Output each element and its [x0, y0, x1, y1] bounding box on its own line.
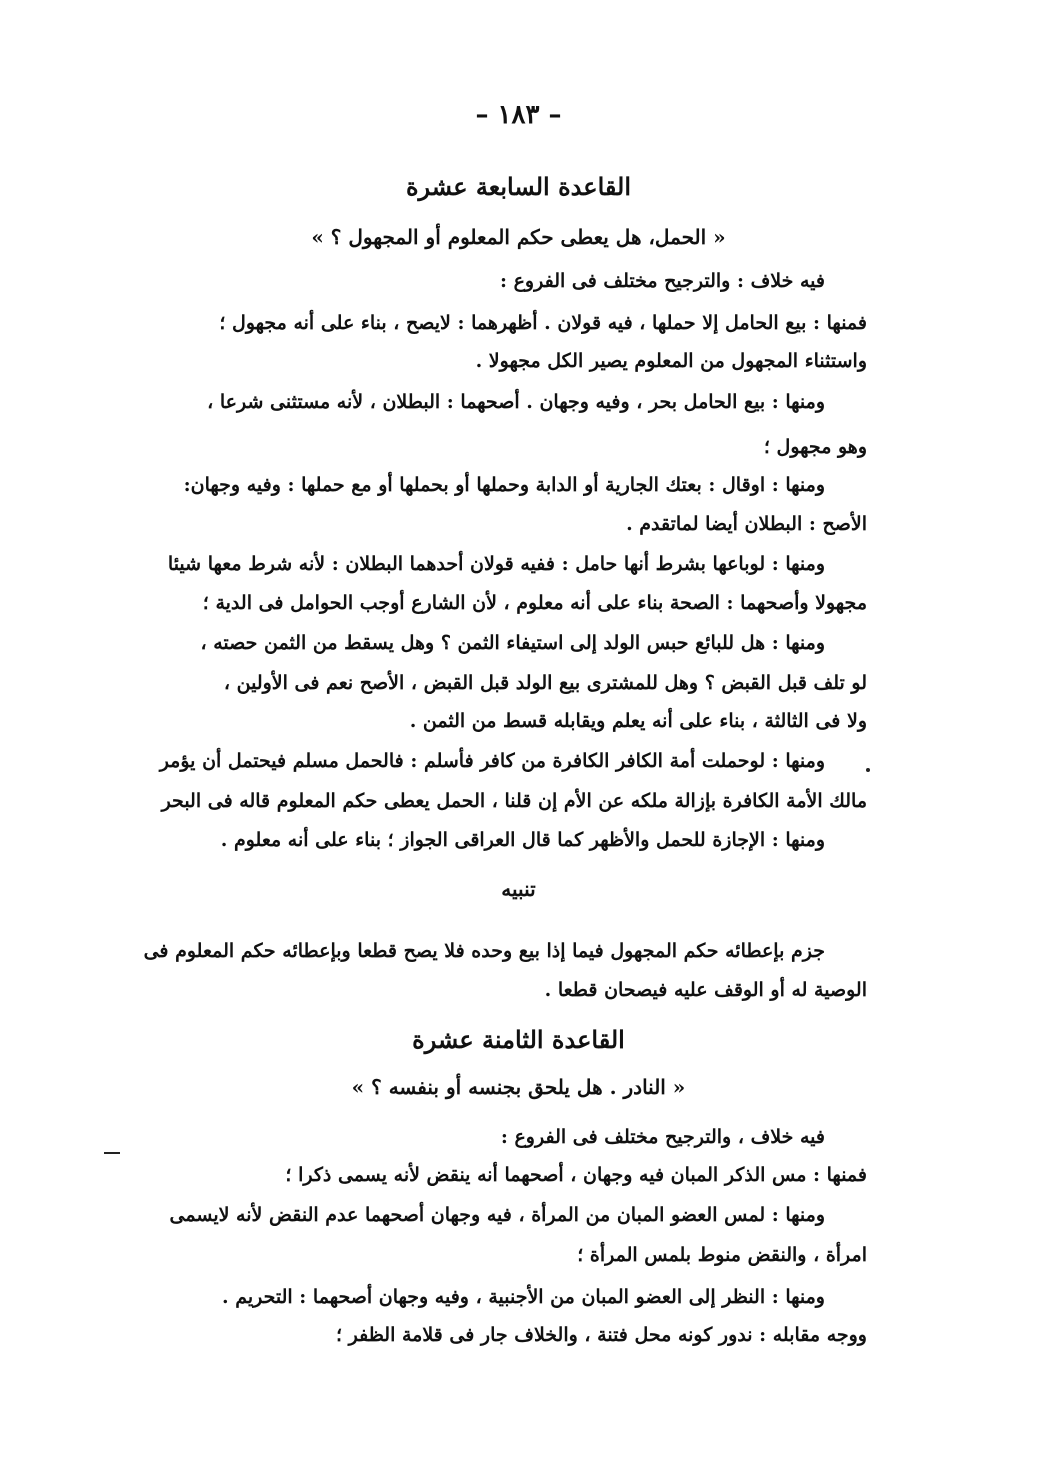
- rule-17-line: الأصح : البطلان أيضا لماتقدم .: [626, 513, 867, 535]
- rule-18-line: امرأة ، والنقض منوط بلمس المرأة ؛: [577, 1244, 867, 1266]
- rule-17-title: القاعدة السابعة عشرة: [405, 172, 631, 201]
- rule-17-line: ومنها : لوحملت أمة الكافر الكافرة من كافر فأسلم : فالحمل مسلم فيحتمل أن يؤمر: [159, 750, 825, 772]
- notice-line: جزم بإعطائه حكم المجهول فيما إذا بيع وحده فلا يصح قطعا وبإعطائه حكم المعلوم فى: [143, 940, 825, 962]
- margin-mark: [104, 1152, 120, 1154]
- rule-17-line: وهو مجهول ؛: [763, 436, 867, 458]
- rule-17-line: واستثناء المجهول من المعلوم يصير الكل مجهولا .: [475, 350, 867, 372]
- rule-18-line: فمنها : مس الذكر المبان فيه وجهان ، أصحهما أنه ينقض لأنه يسمى ذكرا ؛: [285, 1164, 867, 1186]
- rule-17-line: مالك الأمة الكافرة بإزالة ملكه عن الأم إن قلنا ، الحمل يعطى حكم المعلوم قاله فى البحر: [161, 790, 867, 812]
- rule-17-line: مجهولا وأصحهما : الصحة بناء على أنه معلوم ، لأن الشارع أوجب الحوامل فى الدية ؛: [202, 592, 867, 614]
- margin-mark: [866, 768, 870, 772]
- rule-18-title: القاعدة الثامنة عشرة: [412, 1025, 625, 1054]
- rule-17-line: ومنها : بيع الحامل بحر ، وفيه وجهان . أصحهما : البطلان ، لأنه مستثنى شرعا ،: [207, 391, 825, 413]
- notice-title: تنبيه: [501, 877, 536, 901]
- rule-18-line: ومنها : النظر إلى العضو المبان من الأجنبية ، وفيه وجهان أصحهما : التحريم .: [221, 1286, 825, 1308]
- page-number: – ١٨٣ –: [475, 100, 562, 130]
- rule-18-line: فيه خلاف ، والترجيح مختلف فى الفروع :: [500, 1126, 825, 1148]
- rule-17-line: فمنها : بيع الحامل إلا حملها ، فيه قولان . أظهرهما : لايصح ، بناء على أنه مجهول ؛: [219, 312, 867, 334]
- rule-17-line: لو تلف قبل القبض ؟ وهل للمشترى بيع الولد قبل القبض ، الأصح نعم فى الأولين ،: [223, 672, 867, 694]
- rule-17-line: فيه خلاف : والترجيح مختلف فى الفروع :: [499, 270, 825, 292]
- rule-17-line: ومنها : الإجازة للحمل والأظهر كما قال العراقى الجواز ؛ بناء على أنه معلوم .: [220, 829, 825, 851]
- rule-17-line: ولا فى الثالثة ، بناء على أنه يعلم ويقابله قسط من الثمن .: [409, 710, 867, 732]
- rule-17-line: ومنها : لوباعها بشرط أنها حامل : ففيه قولان أحدهما البطلان : لأنه شرط معها شيئا: [167, 553, 825, 575]
- rule-18-line: ووجه مقابله : ندور كونه محل فتنة ، والخلاف جار فى قلامة الظفر ؛: [335, 1324, 867, 1346]
- notice-line: الوصية له أو الوقف عليه فيصحان قطعا .: [544, 979, 867, 1001]
- rule-17-question: « الحمل، هل يعطى حكم المعلوم أو المجهول ؟ »: [311, 225, 726, 249]
- rule-17-line: ومنها : اوقال : بعتك الجارية أو الدابة وحملها أو بحملها أو مع حملها : وفيه وجهان:: [183, 474, 825, 496]
- rule-18-question: « النادر . هل يلحق بجنسه أو بنفسه ؟ »: [351, 1075, 686, 1099]
- rule-18-line: ومنها : لمس العضو المبان من المرأة ، فيه وجهان أصحهما عدم النقض لأنه لايسمى: [169, 1204, 825, 1226]
- rule-17-line: ومنها : هل للبائع حبس الولد إلى استيفاء الثمن ؟ وهل يسقط من الثمن حصته ،: [200, 632, 825, 654]
